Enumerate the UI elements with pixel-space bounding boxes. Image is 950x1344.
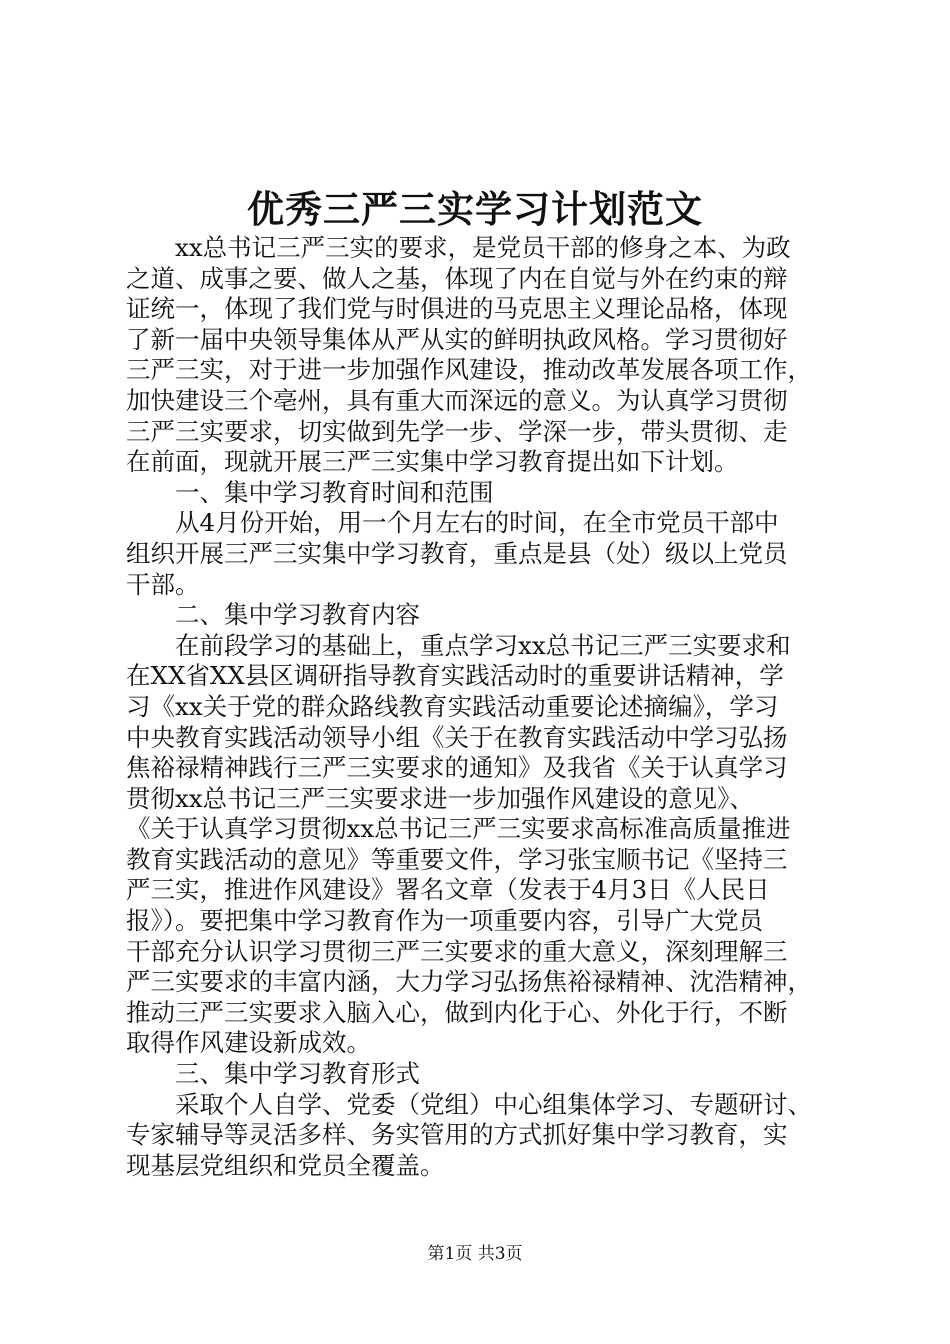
section-heading: 三、集中学习教育形式 — [126, 1059, 420, 1089]
body-line: 贯彻xx总书记三严三实要求进一步加强作风建设的意见》、 — [126, 783, 754, 813]
body-line: 严三实，推进作风建设》署名文章（发表于4月3日《人民日 — [126, 875, 770, 905]
body-line: 之道、成事之要、做人之基，体现了内在自觉与外在约束的辩 — [126, 263, 788, 293]
body-line: 报》）。要把集中学习教育作为一项重要内容，引导广大党员 — [126, 906, 763, 936]
body-line: 证统一，体现了我们党与时俱进的马克思主义理论品格，体现 — [126, 294, 788, 324]
body-line: 习《xx关于党的群众路线教育实践活动重要论述摘编》，学习 — [126, 691, 779, 721]
body-line: 干部充分认识学习贯彻三严三实要求的重大意义，深刻理解三 — [126, 936, 788, 966]
page-number: 第1页 共3页 — [427, 1244, 523, 1264]
body-line: 焦裕禄精神践行三严三实要求的通知》及我省《关于认真学习 — [126, 753, 788, 783]
body-line: 现基层党组织和党员全覆盖。 — [126, 1150, 445, 1180]
body-line: 干部。 — [126, 569, 200, 599]
body-line: 教育实践活动的意见》等重要文件，学习张宝顺书记《坚持三 — [126, 844, 788, 874]
document-body — [126, 233, 836, 1181]
body-line: 三严三实，对于进一步加强作风建设，推动改革发展各项工作， — [126, 355, 812, 385]
section-heading: 二、集中学习教育内容 — [126, 600, 420, 630]
body-line: 在前段学习的基础上，重点学习xx总书记三严三实要求和 — [126, 630, 791, 660]
body-line: 采取个人自学、党委（党组）中心组集体学习、专题研讨、 — [126, 1089, 812, 1119]
body-line: 《关于认真学习贯彻xx总书记三严三实要求高标准高质量推进 — [126, 814, 791, 844]
body-line: 组织开展三严三实集中学习教育，重点是县（处）级以上党员 — [126, 538, 788, 568]
body-line: 取得作风建设新成效。 — [126, 1028, 371, 1058]
body-line: 在前面，现就开展三严三实集中学习教育提出如下计划。 — [126, 447, 739, 477]
body-line: 三严三实要求，切实做到先学一步、学深一步，带头贯彻、走 — [126, 416, 788, 446]
body-line: 推动三严三实要求入脑入心，做到内化于心、外化于行，不断 — [126, 997, 788, 1027]
body-line: 了新一届中央领导集体从严从实的鲜明执政风格。学习贯彻好 — [126, 324, 788, 354]
body-line: 中央教育实践活动领导小组《关于在教育实践活动中学习弘扬 — [126, 722, 788, 752]
body-line: 在XX省XX县区调研指导教育实践活动时的重要讲话精神，学 — [126, 661, 784, 691]
body-line: 从4月份开始，用一个月左右的时间，在全市党员干部中 — [126, 508, 779, 538]
body-line: 专家辅导等灵活多样、务实管用的方式抓好集中学习教育，实 — [126, 1120, 788, 1150]
body-line: 加快建设三个亳州，具有重大而深远的意义。为认真学习贯彻 — [126, 385, 788, 415]
section-heading: 一、集中学习教育时间和范围 — [126, 477, 494, 507]
document-title: 优秀三严三实学习计划范文 — [247, 187, 703, 231]
body-line: 严三实要求的丰富内涵，大力学习弘扬焦裕禄精神、沈浩精神， — [126, 967, 812, 997]
body-line: xx总书记三严三实的要求，是党员干部的修身之本、为政 — [126, 233, 791, 262]
